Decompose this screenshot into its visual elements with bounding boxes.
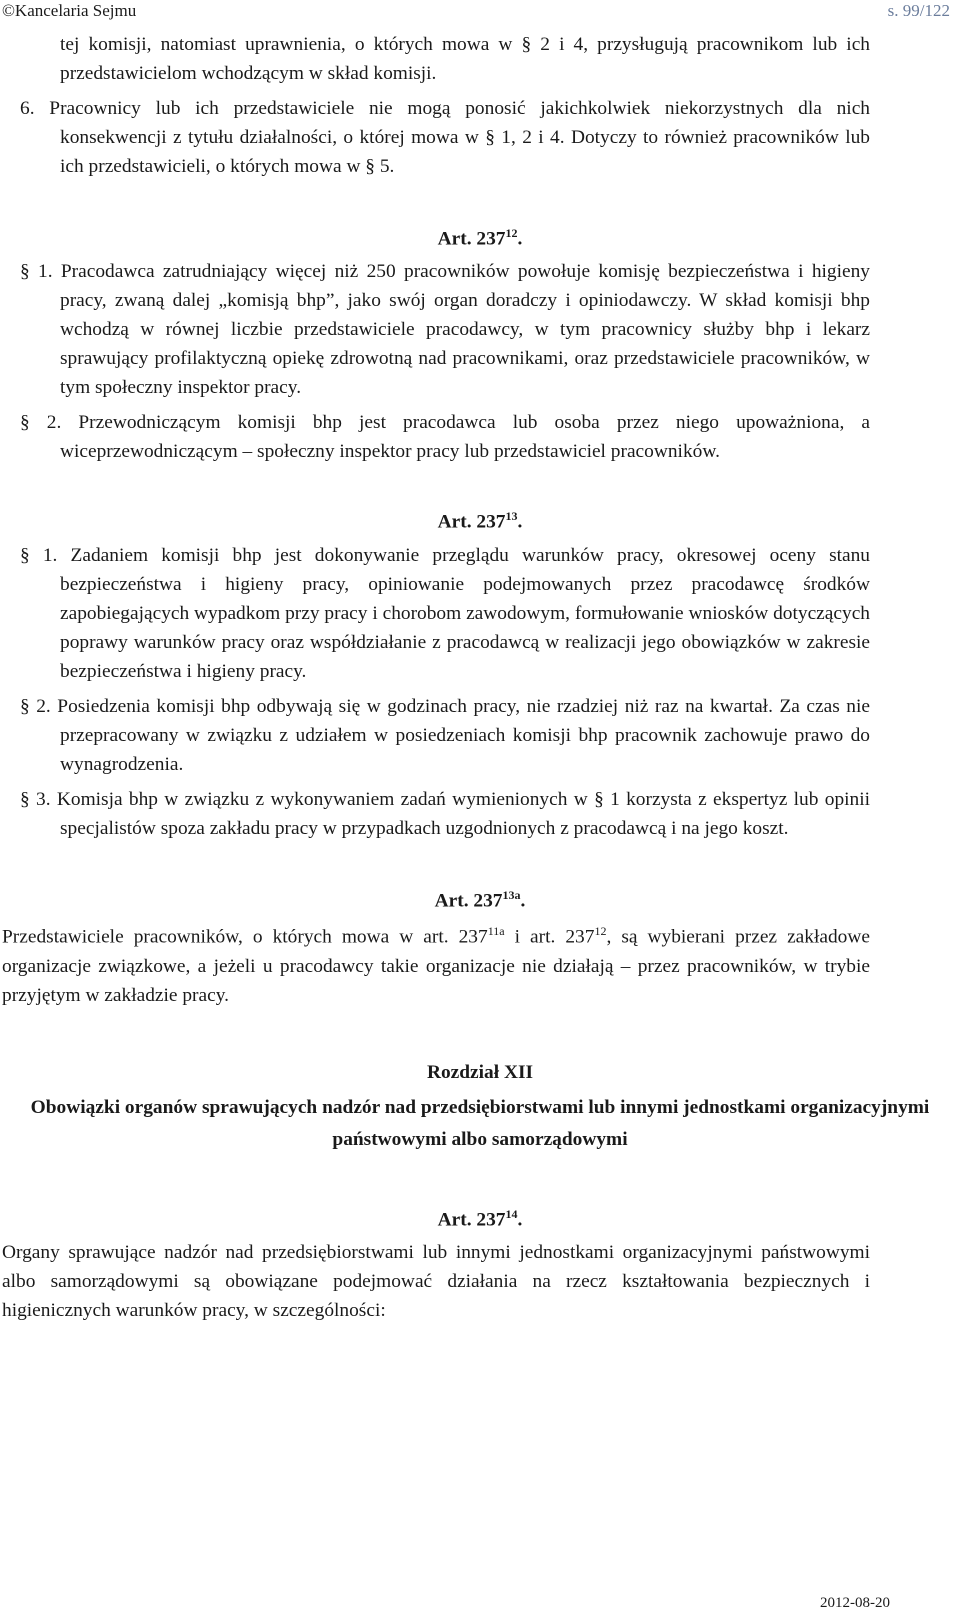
art13-paragraph-2: § 2. Posiedzenia komisji bhp odbywają się w godzinach pracy, nie rzadziej niż raz na kwartał. Za czas nie przepracowany w związku z udziałem w posiedzeniach komisji bhp pracownik zachowuje prawo do wynagrodzenia.: [20, 695, 870, 775]
article-label: Art. 237: [437, 228, 506, 250]
article-dot: .: [520, 890, 526, 912]
art13a-text-part-c: , są wybierani przez zakładowe organizacje związkowe, a jeżeli u pracodawcy takie organizacje nie działają – przez pracowników, w trybie przyjętym w zakładzie pracy.: [2, 926, 870, 1006]
chapter-title: Obowiązki organów sprawujących nadzór nad przedsiębiorstwami lub innymi jednostkami organizacyjnymi państwowymi albo samorządowymi: [30, 1096, 930, 1150]
paragraph-6: 6. Pracownicy lub ich przedstawiciele nie mogą ponosić jakichkolwiek niekorzystnych dla nich konsekwencji z tytułu działalności, o której mowa w § 1, 2 i 4. Dotyczy to również pracowników lub ich przedstawicieli, o których mowa w § 5.: [20, 98, 870, 177]
article-heading-237-13: [0, 502, 960, 536]
article-superscript: 12: [505, 226, 518, 240]
art13a-superscript-2: 12: [594, 924, 607, 939]
article-label: Art. 237: [437, 511, 506, 533]
article-label: Art. 237: [434, 890, 503, 912]
article-superscript: 13: [505, 509, 518, 524]
art12-paragraph-2: § 2. Przewodniczącym komisji bhp jest pracodawca lub osoba przez niego upoważniona, a wiceprzewodniczącym – społeczny inspektor pracy lub przedstawiciel pracowników.: [20, 412, 870, 463]
art12-paragraph-1: § 1. Pracodawca zatrudniający więcej niż 250 pracowników powołuje komisję bezpieczeństwa i higieny pracy, zwaną dalej „komisją bhp”, jako swój organ doradczy i opiniodawczy. W skład komisji bhp wchodzą w równej liczbie przedstawiciele pracodawcy, w tym pracownicy służby bhp i lekarz sprawujący profilaktyczną opiekę zdrowotną nad pracownikami, oraz przedstawiciele pracowników, w tym społeczny inspektor pracy.: [20, 261, 870, 399]
document-body: [0, 30, 960, 1325]
article-dot: .: [517, 511, 523, 533]
art14-text: Organy sprawujące nadzór nad przedsiębiorstwami lub innymi jednostkami organizacyjnymi państwowymi albo samorządowymi są obowiązane podejmować działania na rzecz kształtowania bezpiecznych i higienicznych warunków pracy, w szczególności:: [2, 1242, 870, 1322]
art13-paragraph-1: § 1. Zadaniem komisji bhp jest dokonywanie przeglądu warunków pracy, okresowej oceny stanu bezpieczeństwa i higieny pracy, opiniowanie podejmowanych przez pracodawcę środków zapobiegających wypadkom przy pracy i chorobom zawodowym, formułowanie wniosków dotyczących poprawy warunków pracy oraz współdziałanie z pracodawcą w realizacji jego obowiązków w zakresie bezpieczeństwa i higieny pracy.: [20, 544, 870, 682]
art13a-text: [0, 917, 960, 1009]
art13-paragraph-3: § 3. Komisja bhp w związku z wykonywaniem zadań wymienionych w § 1 korzysta z ekspertyz lub opinii specjalistów spoza zakładu pracy w przypadkach uzgodnionych z pracodawcą i na jego koszt.: [20, 788, 870, 839]
document-date: 2012-08-20: [820, 1595, 890, 1611]
article-superscript: 14: [505, 1206, 518, 1221]
article-dot: .: [517, 1209, 523, 1231]
art13a-text-part-a: Przedstawiciele pracowników, o których mowa w art. 237: [2, 926, 488, 948]
publisher-label: ©Kancelaria Sejmu: [2, 1, 137, 20]
paragraph-continuation: tej komisji, natomiast uprawnienia, o których mowa w § 2 i 4, przysługują pracownikom lub ich przedstawicielom wchodzącym w skład komisji.: [60, 34, 870, 84]
article-label: Art. 237: [437, 1209, 506, 1231]
art13a-text-part-b: i art. 237: [504, 926, 595, 948]
page-number: s. 99/122: [887, 1, 950, 20]
article-heading-237-14: [0, 1200, 960, 1234]
article-superscript: 13a: [502, 887, 521, 902]
art13a-superscript-1: 11a: [487, 924, 505, 939]
page-header: [0, 0, 960, 26]
article-heading-237-13a: [0, 881, 960, 915]
article-heading-237-12: [0, 219, 960, 253]
chapter-number: Rozdział XII: [426, 1061, 534, 1083]
article-dot: .: [517, 228, 523, 250]
